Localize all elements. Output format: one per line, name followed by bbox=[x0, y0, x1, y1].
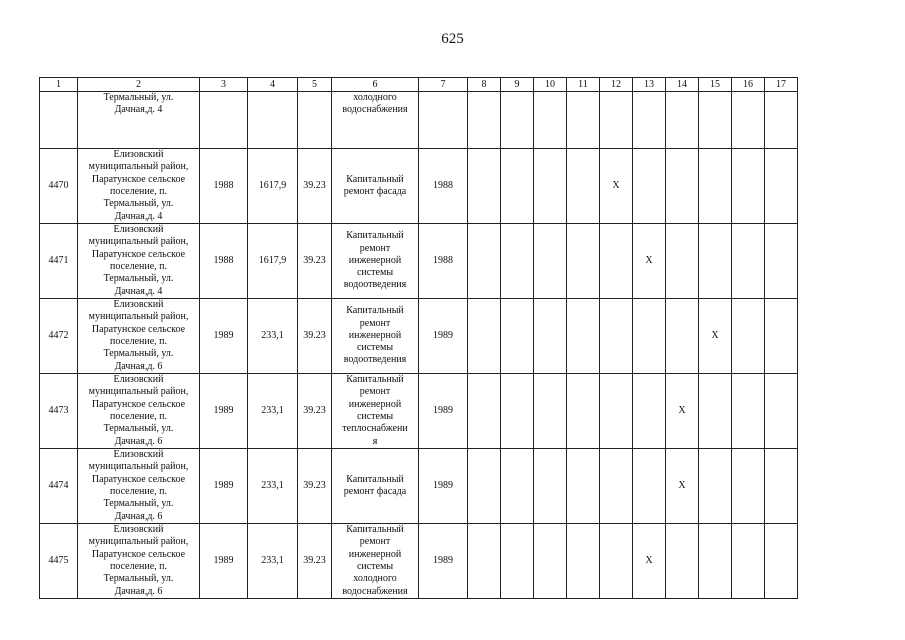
row-number: 4470 bbox=[40, 149, 78, 224]
mark-cell bbox=[699, 149, 732, 224]
empty-cell bbox=[468, 224, 501, 299]
code-cell: 39.23 bbox=[298, 524, 332, 599]
year-cell: 1988 bbox=[200, 149, 248, 224]
year-cell: 1989 bbox=[200, 374, 248, 449]
work-type-cell: Капитальный ремонт инженерной системы водоотведения bbox=[332, 299, 419, 374]
empty-cell bbox=[501, 449, 534, 524]
column-header: 5 bbox=[298, 78, 332, 92]
mark-cell: X bbox=[633, 224, 666, 299]
mark-cell bbox=[666, 224, 699, 299]
mark-cell bbox=[666, 149, 699, 224]
empty-cell bbox=[468, 374, 501, 449]
area-cell bbox=[248, 92, 298, 149]
column-header: 4 bbox=[248, 78, 298, 92]
table-row bbox=[40, 524, 798, 599]
column-header: 6 bbox=[332, 78, 419, 92]
year-cell bbox=[419, 92, 468, 149]
mark-cell bbox=[633, 449, 666, 524]
row-number: 4471 bbox=[40, 224, 78, 299]
empty-cell bbox=[732, 92, 765, 149]
mark-cell bbox=[600, 524, 633, 599]
table-row bbox=[40, 92, 798, 149]
code-cell: 39.23 bbox=[298, 149, 332, 224]
empty-cell bbox=[732, 524, 765, 599]
empty-cell bbox=[468, 149, 501, 224]
work-type-cell: Капитальный ремонт фасада bbox=[332, 149, 419, 224]
work-type-cell: Капитальный ремонт инженерной системы теплоснабжени я bbox=[332, 374, 419, 449]
column-number-row bbox=[40, 78, 798, 92]
mark-cell: X bbox=[699, 299, 732, 374]
table-row bbox=[40, 299, 798, 374]
empty-cell bbox=[534, 449, 567, 524]
empty-cell bbox=[534, 299, 567, 374]
empty-cell bbox=[468, 92, 501, 149]
year-cell: 1989 bbox=[419, 299, 468, 374]
column-header: 3 bbox=[200, 78, 248, 92]
mark-cell bbox=[666, 524, 699, 599]
mark-cell: X bbox=[633, 524, 666, 599]
mark-cell bbox=[699, 92, 732, 149]
page-number: 625 bbox=[441, 31, 464, 47]
mark-cell bbox=[666, 299, 699, 374]
mark-cell bbox=[633, 374, 666, 449]
work-type-cell: Капитальный ремонт инженерной системы водоотведения bbox=[332, 224, 419, 299]
table-row bbox=[40, 224, 798, 299]
empty-cell bbox=[765, 149, 798, 224]
empty-cell bbox=[468, 449, 501, 524]
column-header: 10 bbox=[534, 78, 567, 92]
year-cell: 1989 bbox=[200, 449, 248, 524]
empty-cell bbox=[567, 149, 600, 224]
empty-cell bbox=[765, 524, 798, 599]
mark-cell bbox=[600, 92, 633, 149]
address-cell: Елизовский муниципальный район, Паратунское сельское поселение, п. Термальный, ул. Дачная,д. 6 bbox=[78, 524, 200, 599]
column-header: 2 bbox=[78, 78, 200, 92]
empty-cell bbox=[501, 224, 534, 299]
row-number: 4472 bbox=[40, 299, 78, 374]
year-cell: 1988 bbox=[419, 149, 468, 224]
column-header: 8 bbox=[468, 78, 501, 92]
year-cell bbox=[200, 92, 248, 149]
column-header: 11 bbox=[567, 78, 600, 92]
repair-schedule-table bbox=[39, 77, 798, 599]
year-cell: 1989 bbox=[419, 449, 468, 524]
empty-cell bbox=[534, 374, 567, 449]
empty-cell bbox=[534, 149, 567, 224]
row-number bbox=[40, 92, 78, 149]
empty-cell bbox=[732, 374, 765, 449]
year-cell: 1989 bbox=[200, 524, 248, 599]
code-cell: 39.23 bbox=[298, 449, 332, 524]
empty-cell bbox=[567, 449, 600, 524]
column-header: 12 bbox=[600, 78, 633, 92]
empty-cell bbox=[765, 449, 798, 524]
address-cell: Термальный, ул. Дачная,д. 4 bbox=[78, 92, 200, 149]
empty-cell bbox=[567, 224, 600, 299]
row-number: 4474 bbox=[40, 449, 78, 524]
code-cell: 39.23 bbox=[298, 299, 332, 374]
empty-cell bbox=[765, 374, 798, 449]
mark-cell bbox=[666, 92, 699, 149]
area-cell: 1617,9 bbox=[248, 149, 298, 224]
row-number: 4473 bbox=[40, 374, 78, 449]
area-cell: 233,1 bbox=[248, 449, 298, 524]
table-header bbox=[40, 78, 798, 92]
empty-cell bbox=[501, 92, 534, 149]
mark-cell bbox=[633, 149, 666, 224]
mark-cell: X bbox=[666, 374, 699, 449]
mark-cell bbox=[600, 224, 633, 299]
empty-cell bbox=[732, 224, 765, 299]
area-cell: 233,1 bbox=[248, 374, 298, 449]
empty-cell bbox=[732, 299, 765, 374]
empty-cell bbox=[732, 449, 765, 524]
area-cell: 233,1 bbox=[248, 299, 298, 374]
year-cell: 1989 bbox=[419, 374, 468, 449]
address-cell: Елизовский муниципальный район, Паратунское сельское поселение, п. Термальный, ул. Дачная,д. 4 bbox=[78, 224, 200, 299]
mark-cell bbox=[600, 299, 633, 374]
empty-cell bbox=[567, 92, 600, 149]
mark-cell: X bbox=[600, 149, 633, 224]
empty-cell bbox=[765, 299, 798, 374]
area-cell: 233,1 bbox=[248, 524, 298, 599]
empty-cell bbox=[534, 224, 567, 299]
code-cell: 39.23 bbox=[298, 224, 332, 299]
empty-cell bbox=[732, 149, 765, 224]
address-cell: Елизовский муниципальный район, Паратунское сельское поселение, п. Термальный, ул. Дачная,д. 4 bbox=[78, 149, 200, 224]
row-number: 4475 bbox=[40, 524, 78, 599]
table-row bbox=[40, 449, 798, 524]
year-cell: 1988 bbox=[419, 224, 468, 299]
empty-cell bbox=[501, 524, 534, 599]
empty-cell bbox=[567, 299, 600, 374]
column-header: 16 bbox=[732, 78, 765, 92]
work-type-cell: Капитальный ремонт инженерной системы холодного водоснабжения bbox=[332, 524, 419, 599]
column-header: 14 bbox=[666, 78, 699, 92]
mark-cell bbox=[699, 374, 732, 449]
empty-cell bbox=[567, 374, 600, 449]
column-header: 7 bbox=[419, 78, 468, 92]
empty-cell bbox=[501, 299, 534, 374]
area-cell: 1617,9 bbox=[248, 224, 298, 299]
year-cell: 1988 bbox=[200, 224, 248, 299]
empty-cell bbox=[501, 149, 534, 224]
empty-cell bbox=[534, 524, 567, 599]
table-row bbox=[40, 374, 798, 449]
column-header: 1 bbox=[40, 78, 78, 92]
empty-cell bbox=[765, 92, 798, 149]
address-cell: Елизовский муниципальный район, Паратунское сельское поселение, п. Термальный, ул. Дачная,д. 6 bbox=[78, 449, 200, 524]
address-cell: Елизовский муниципальный район, Паратунское сельское поселение, п. Термальный, ул. Дачная,д. 6 bbox=[78, 299, 200, 374]
code-cell bbox=[298, 92, 332, 149]
code-cell: 39.23 bbox=[298, 374, 332, 449]
column-header: 15 bbox=[699, 78, 732, 92]
work-type-cell: Капитальный ремонт фасада bbox=[332, 449, 419, 524]
mark-cell bbox=[600, 374, 633, 449]
year-cell: 1989 bbox=[200, 299, 248, 374]
column-header: 13 bbox=[633, 78, 666, 92]
empty-cell bbox=[501, 374, 534, 449]
empty-cell bbox=[534, 92, 567, 149]
column-header: 9 bbox=[501, 78, 534, 92]
mark-cell bbox=[699, 224, 732, 299]
mark-cell bbox=[600, 449, 633, 524]
mark-cell bbox=[633, 299, 666, 374]
table-body bbox=[40, 92, 798, 599]
empty-cell bbox=[468, 299, 501, 374]
empty-cell bbox=[468, 524, 501, 599]
work-type-cell: холодного водоснабжения bbox=[332, 92, 419, 149]
mark-cell bbox=[633, 92, 666, 149]
mark-cell bbox=[699, 524, 732, 599]
column-header: 17 bbox=[765, 78, 798, 92]
empty-cell bbox=[765, 224, 798, 299]
mark-cell bbox=[699, 449, 732, 524]
mark-cell: X bbox=[666, 449, 699, 524]
empty-cell bbox=[567, 524, 600, 599]
table-row bbox=[40, 149, 798, 224]
year-cell: 1989 bbox=[419, 524, 468, 599]
address-cell: Елизовский муниципальный район, Паратунское сельское поселение, п. Термальный, ул. Дачная,д. 6 bbox=[78, 374, 200, 449]
